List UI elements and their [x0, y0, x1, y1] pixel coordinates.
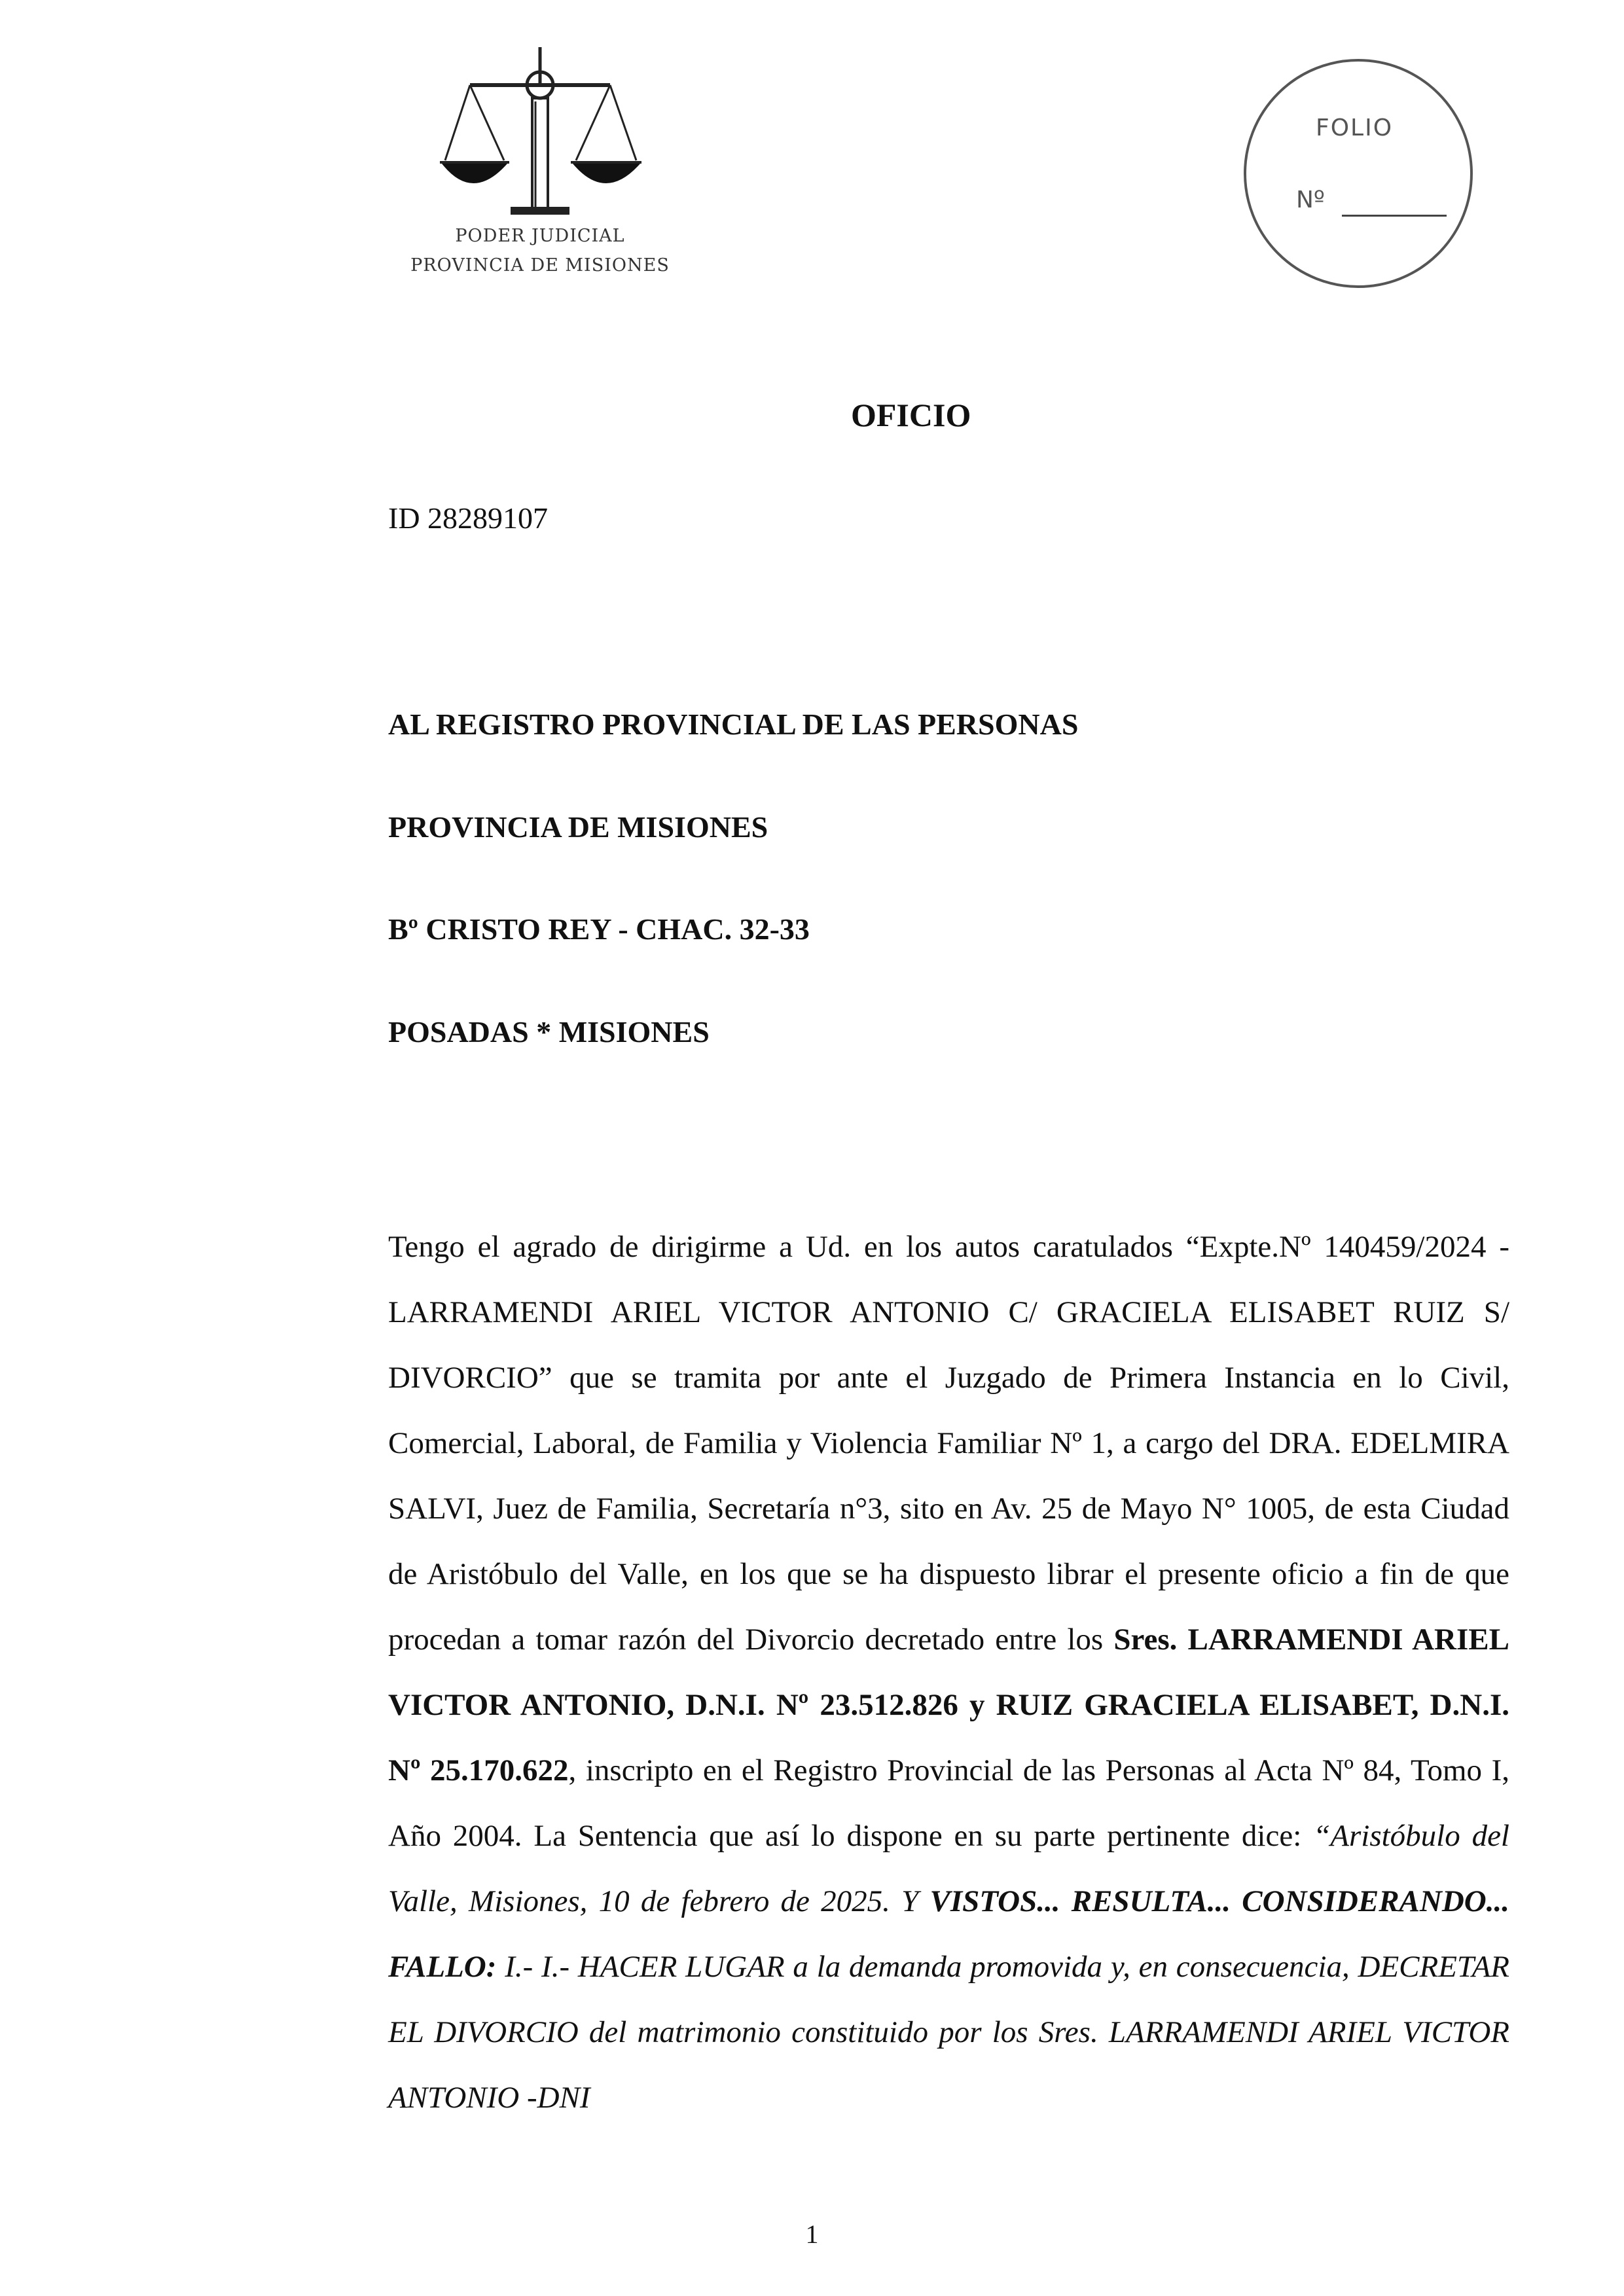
logo-text-line-2: PROVINCIA DE MISIONES	[410, 255, 670, 276]
folio-stamp-circle	[1244, 59, 1473, 288]
folio-label: FOLIO	[1316, 115, 1394, 141]
poder-judicial-logo	[393, 39, 687, 295]
quote-start: “Aristóbulo del Valle, Misiones, 10 de febrero de 2025. Y	[388, 1819, 1509, 1918]
addressee-line-4: POSADAS * MISIONES	[388, 1015, 710, 1049]
addressee-line-2: PROVINCIA DE MISIONES	[388, 810, 768, 844]
folio-number-prefix: Nº	[1296, 187, 1325, 213]
logo-text-line-1: PODER JUDICIAL	[455, 226, 625, 246]
folio-number-blank	[1342, 215, 1447, 217]
body-intro: Tengo el agrado de dirigirme a Ud. en los autos caratulados “Expte.Nº 140459/2024 - LARRAMENDI ARIEL VICTOR ANTONIO C/ GRACIELA ELISABET RUIZ S/ DIVORCIO” que se tramita por ante el Juzgado de Primera Instancia en lo Civil, Comercial, Laboral, de Familia y Violencia Familiar Nº 1, a cargo del DRA. EDELMIRA SALVI, Juez de Familia, Secretaría n°3, sito en Av. 25 de Mayo N° 1005, de esta Ciudad de Aristóbulo del Valle, en los que se ha dispuesto librar el presente oficio a fin de que procedan a tomar razón del Divorcio decretado entre los	[388, 1230, 1509, 1657]
scales-of-justice-icon	[432, 39, 648, 216]
addressee-line-3: Bº CRISTO REY - CHAC. 32-33	[388, 912, 810, 946]
body-paragraph	[388, 1214, 1509, 2130]
addressee-line-1: AL REGISTRO PROVINCIAL DE LAS PERSONAS	[388, 708, 1079, 741]
body-registry: , inscripto en el Registro Provincial de las Personas al Acta Nº 84, Tomo I, Año 2004. La Sentencia que así lo dispone en su parte pertinente dice:	[388, 1753, 1509, 1853]
document-title: OFICIO	[851, 397, 971, 433]
quote-bold: VISTOS... RESULTA... CONSIDERANDO... FALLO:	[388, 1884, 1509, 1984]
quote-end: I.- I.- HACER LUGAR a la demanda promovida y, en consecuencia, DECRETAR EL DIVORCIO del matrimonio constituido por los Sres. LARRAMENDI ARIEL VICTOR ANTONIO -DNI	[388, 1950, 1509, 2115]
folio-stamp	[1244, 59, 1479, 288]
body-parties: Sres. LARRAMENDI ARIEL VICTOR ANTONIO, D.N.I. Nº 23.512.826 y RUIZ GRACIELA ELISABET, D.N.I. Nº 25.170.622	[388, 1623, 1509, 1787]
page-number: 1	[805, 2219, 819, 2249]
document-id: ID 28289107	[388, 501, 549, 535]
